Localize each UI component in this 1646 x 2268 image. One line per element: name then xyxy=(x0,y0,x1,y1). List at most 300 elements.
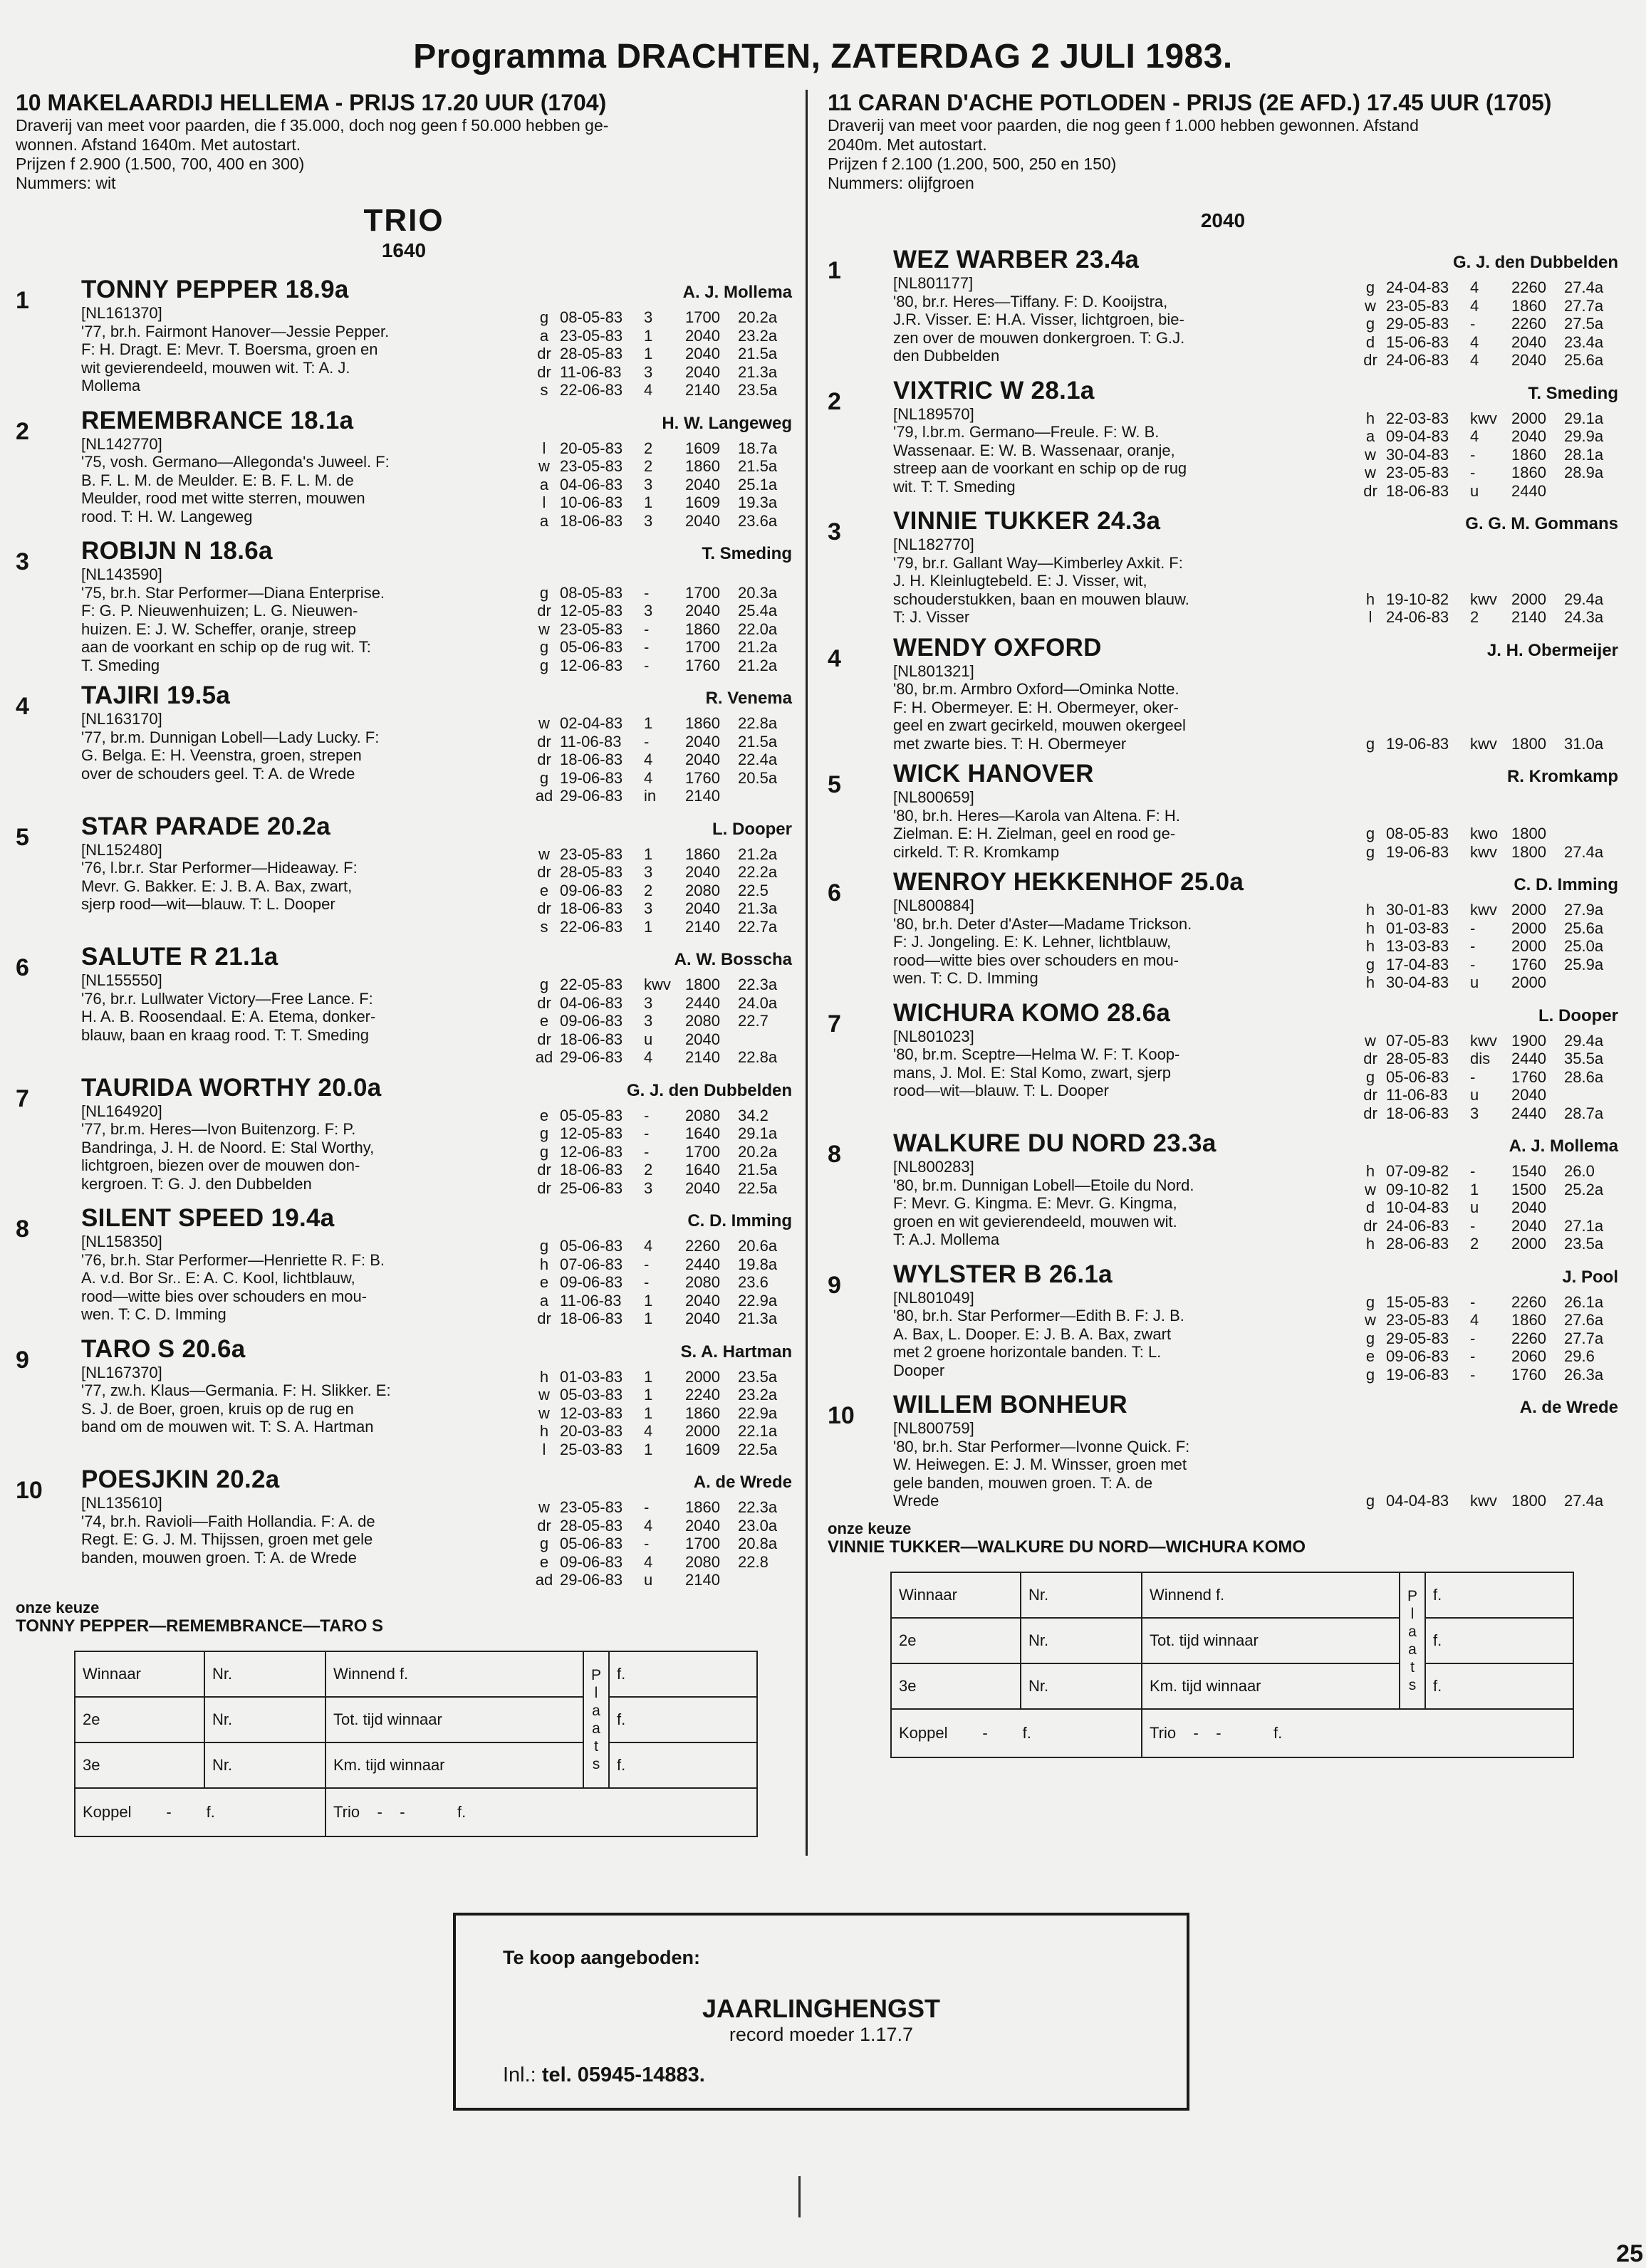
finish-position: - xyxy=(1470,445,1476,464)
track-code: g xyxy=(1365,1292,1375,1311)
race-distance: 1860 xyxy=(685,457,720,475)
race-distance: 1760 xyxy=(1511,1365,1546,1384)
track-code: g xyxy=(1365,734,1375,753)
finish-position: kwv xyxy=(1470,590,1497,608)
km-time: 21.5a xyxy=(738,345,778,362)
horse-description-line: rood—witte bies over schouders en mou- xyxy=(893,951,1179,969)
recent-results xyxy=(528,1107,792,1198)
horse-number: 10 xyxy=(828,1402,855,1429)
race-date: 18-06-83 xyxy=(560,751,623,768)
horse-number: 1 xyxy=(828,257,841,284)
horse-description-line: geel en zwart gecirkeld, mouwen okergeel xyxy=(893,716,1186,734)
horse-description-line: Meulder, rood met witte sterren, mouwen xyxy=(81,489,365,507)
horse-name: POESJKIN 20.2a xyxy=(81,1465,280,1493)
km-time: 27.4a xyxy=(1564,278,1604,296)
race-date: 22-05-83 xyxy=(560,976,623,993)
race-date: 05-06-83 xyxy=(1386,1067,1449,1086)
km-time: 23.6a xyxy=(738,511,778,530)
result-row xyxy=(1355,1311,1618,1329)
horse-description xyxy=(81,710,462,805)
track-code: dr xyxy=(1363,351,1377,369)
result-row xyxy=(528,620,792,639)
page-number: 25 xyxy=(1616,2240,1643,2267)
horse-description xyxy=(81,971,462,1067)
horse-name: WILLEM BONHEUR xyxy=(893,1391,1127,1418)
race-date: 15-05-83 xyxy=(1386,1292,1449,1311)
recent-results xyxy=(528,584,792,675)
race-date: 29-06-83 xyxy=(560,1571,623,1589)
horse-description xyxy=(893,1419,1288,1510)
horse-entry xyxy=(828,1260,1618,1384)
race-date: 29-06-83 xyxy=(560,787,623,805)
recent-results xyxy=(528,1237,792,1328)
km-time xyxy=(1564,482,1618,501)
horse-name: WENDY OXFORD xyxy=(893,633,1102,662)
km-time: 19.8a xyxy=(738,1255,778,1273)
result-row xyxy=(528,1422,792,1441)
horse-description-line: '77, br.m. Dunnigan Lobell—Lady Lucky. F: xyxy=(81,728,380,746)
km-time: 26.3a xyxy=(1564,1365,1604,1384)
horse-number: 1 xyxy=(16,287,29,314)
km-time: 22.3a xyxy=(738,976,778,993)
track-code: g xyxy=(539,1124,549,1142)
horse-number: 6 xyxy=(828,879,841,906)
horse-trainer: A. W. Bosscha xyxy=(674,950,792,969)
plaats-label: P l a a t s xyxy=(1400,1572,1425,1709)
race-distance: 1800 xyxy=(685,976,720,993)
finish-position: - xyxy=(1470,1365,1476,1384)
result-row xyxy=(528,327,792,345)
race-distance: 2260 xyxy=(1511,1329,1546,1347)
horse-name: VINNIE TUKKER 24.3a xyxy=(893,507,1161,535)
horse-description-line: H. A. B. Roosendaal. E: A. Etema, donker- xyxy=(81,1008,376,1025)
track-code: g xyxy=(539,656,549,674)
finish-position: - xyxy=(1470,1162,1476,1180)
km-time: 22.9a xyxy=(738,1291,778,1310)
km-time: 24.0a xyxy=(738,993,778,1012)
result-row xyxy=(528,899,792,918)
race-distance: 2040 xyxy=(685,602,720,620)
recent-results xyxy=(528,714,792,805)
race-date: 23-05-83 xyxy=(1386,1311,1449,1329)
race-info-line: wonnen. Afstand 1640m. Met autostart. xyxy=(16,135,301,154)
race-distance: 2040 xyxy=(1511,1216,1546,1235)
finish-position: 1 xyxy=(644,1440,653,1458)
race-date: 05-06-83 xyxy=(560,1535,623,1552)
track-code: dr xyxy=(537,899,551,917)
km-time: 27.7a xyxy=(1564,1329,1604,1347)
horse-name: TARO S 20.6a xyxy=(81,1334,246,1363)
race-distance: 1700 xyxy=(685,583,720,602)
finish-position: - xyxy=(644,1535,650,1552)
finish-position: - xyxy=(644,1498,650,1516)
race-distance: 2140 xyxy=(685,787,720,805)
race-distance: 2040 xyxy=(1511,1198,1546,1216)
horse-description-line: T: J. Visser xyxy=(893,608,970,626)
result-row xyxy=(528,751,792,769)
horse-trainer: J. H. Obermeijer xyxy=(1486,640,1618,660)
result-row xyxy=(1355,1050,1618,1068)
horse-trainer: T. Smeding xyxy=(702,544,792,563)
horse-description-line: [NL158350] xyxy=(81,1233,162,1250)
finish-position: 1 xyxy=(1470,1180,1479,1198)
race-date: 29-06-83 xyxy=(560,1048,623,1066)
track-code: dr xyxy=(537,602,551,620)
race-distance: 2040 xyxy=(685,1310,720,1327)
km-time: 20.2a xyxy=(738,1142,778,1161)
horse-description-line: [NL189570] xyxy=(893,404,974,423)
horse-description-line: [NL800659] xyxy=(893,788,974,806)
race-distance: 2040 xyxy=(1200,209,1246,231)
track-code: ad xyxy=(535,1571,553,1589)
race-distance: 2000 xyxy=(1511,901,1546,919)
winnaar-label: Winnaar xyxy=(75,1651,204,1697)
horse-number: 8 xyxy=(828,1141,841,1168)
km-time xyxy=(1564,825,1618,843)
finish-position: kwo xyxy=(1470,825,1499,842)
race-distance: 2040 xyxy=(685,863,720,881)
horse-description xyxy=(81,565,462,674)
race-distance: 1860 xyxy=(685,620,720,638)
result-row xyxy=(528,1161,792,1179)
result-row xyxy=(528,512,792,531)
finish-position: 4 xyxy=(644,1516,653,1535)
track-code: w xyxy=(1365,296,1376,315)
finish-position: - xyxy=(644,732,650,751)
race-distance: 2080 xyxy=(685,1273,720,1291)
finish-position: u xyxy=(644,1571,653,1589)
horse-description-line: Bandringa, J. H. de Noord. E: Stal Worthy, xyxy=(81,1138,375,1156)
finish-position: u xyxy=(1470,1086,1479,1104)
horse-description-line: [NL800759] xyxy=(893,1419,974,1437)
track-code: l xyxy=(542,439,546,457)
race-distance: 2000 xyxy=(1511,590,1546,608)
finish-position: u xyxy=(644,1030,653,1048)
finish-position: 1 xyxy=(644,345,653,362)
km-time: 22.8 xyxy=(738,1552,769,1571)
result-row xyxy=(1355,1032,1618,1050)
finish-position: 1 xyxy=(644,1291,653,1310)
recent-results xyxy=(1355,409,1618,501)
km-time: 22.2a xyxy=(738,863,778,881)
race-date: 19-06-83 xyxy=(1386,734,1449,753)
result-row xyxy=(1355,427,1618,446)
plaats-f-3: f. xyxy=(609,1742,757,1788)
result-row xyxy=(1355,446,1618,464)
race-distance: 2440 xyxy=(685,1255,720,1273)
race-distance: 2040 xyxy=(685,1179,720,1197)
finish-position: - xyxy=(1470,1329,1476,1347)
race-date: 23-05-83 xyxy=(560,326,623,345)
horse-number: 5 xyxy=(828,771,841,798)
race-distance: 1640 xyxy=(685,1161,720,1179)
finish-position: 3 xyxy=(644,362,653,381)
race-distance: 2040 xyxy=(1511,1086,1546,1104)
horse-name: WICK HANOVER xyxy=(893,760,1094,788)
horse-description xyxy=(81,435,462,531)
track-code: g xyxy=(539,768,549,787)
result-row xyxy=(1355,590,1618,609)
race-date: 12-06-83 xyxy=(560,1142,623,1161)
finish-position: 1 xyxy=(644,326,653,345)
race-distance: 2440 xyxy=(685,993,720,1012)
km-time: 22.0a xyxy=(738,620,778,638)
plaats-f-1: f. xyxy=(1425,1572,1573,1618)
recent-results xyxy=(1355,1492,1618,1510)
result-row xyxy=(528,1310,792,1328)
track-code: g xyxy=(539,583,549,602)
track-code: h xyxy=(1365,937,1375,955)
track-code: g xyxy=(1365,315,1375,333)
horse-description-line: '80, br.h. Heres—Karola van Altena. F: H. xyxy=(893,806,1180,825)
horse-description-line: zen over de mouwen donkergroen. T: G.J. xyxy=(893,328,1185,347)
result-row xyxy=(1355,1492,1618,1510)
horse-description-line: met zwarte bies. T: H. Obermeyer xyxy=(893,734,1127,753)
race-date: 15-06-83 xyxy=(1386,333,1449,351)
trio-heading: TRIO xyxy=(363,203,444,238)
track-code: w xyxy=(538,620,550,638)
finish-position: 3 xyxy=(1470,1104,1479,1122)
km-time: 29.1a xyxy=(1564,409,1604,427)
track-code: h xyxy=(1365,919,1375,937)
plaats-f-3: f. xyxy=(1425,1663,1573,1709)
horse-trainer: R. Venema xyxy=(705,689,792,708)
km-time xyxy=(1564,1086,1618,1104)
winnend-label: Winnend f. xyxy=(325,1651,583,1697)
horse-entry xyxy=(828,634,1618,753)
track-code: w xyxy=(538,457,550,475)
km-time: 21.2a xyxy=(738,845,778,863)
track-code: dr xyxy=(537,1516,551,1535)
result-row xyxy=(1355,409,1618,428)
race-info-line: Nummers: olijfgroen xyxy=(828,174,974,192)
race-distance: 2440 xyxy=(1511,481,1546,500)
track-code: w xyxy=(1365,464,1376,481)
recent-results xyxy=(1355,278,1618,370)
horse-description-line: '77, br.h. Fairmont Hanover—Jessie Pepper. xyxy=(81,322,390,340)
finish-position: - xyxy=(644,1106,650,1124)
race-date: 30-04-83 xyxy=(1386,973,1449,991)
race-info-line: Prijzen f 2.100 (1.200, 500, 250 en 150) xyxy=(828,155,1117,173)
race-date: 01-03-83 xyxy=(1386,919,1449,937)
horse-entry xyxy=(16,812,792,936)
result-row xyxy=(528,769,792,788)
horse-description-line: G. Belga. E: H. Veenstra, groen, strepen xyxy=(81,746,362,764)
race-distance: 2260 xyxy=(1511,1292,1546,1311)
horse-number: 9 xyxy=(828,1271,841,1299)
track-code: a xyxy=(1365,427,1375,445)
km-time: 34.2 xyxy=(738,1106,769,1124)
horse-description-line: '76, l.br.r. Star Performer—Hideaway. F: xyxy=(81,859,358,877)
horse-name: SILENT SPEED 19.4a xyxy=(81,1204,335,1232)
result-row xyxy=(528,439,792,458)
result-row xyxy=(1355,1293,1618,1312)
finish-position: 4 xyxy=(1470,333,1479,351)
race-date: 30-04-83 xyxy=(1386,445,1449,464)
track-code: dr xyxy=(537,362,551,381)
race-date: 23-05-83 xyxy=(560,457,623,475)
race-distance: 1700 xyxy=(685,308,720,326)
result-row xyxy=(528,1143,792,1161)
finish-position: u xyxy=(1470,481,1479,500)
km-time: 27.4a xyxy=(1564,1492,1604,1510)
finish-position: - xyxy=(644,1124,650,1142)
finish-position: kwv xyxy=(644,976,671,993)
horse-description-line: '77, zw.h. Klaus—Germania. F: H. Slikker. E: xyxy=(81,1381,391,1399)
result-row xyxy=(528,1030,792,1049)
result-row xyxy=(1355,1181,1618,1199)
race-date: 28-05-83 xyxy=(1386,1050,1449,1067)
result-row xyxy=(528,1255,792,1274)
result-row xyxy=(528,1386,792,1404)
race-date: 05-05-83 xyxy=(560,1106,623,1124)
race-title: 10 MAKELAARDIJ HELLEMA - PRIJS 17.20 UUR (1704) xyxy=(16,90,607,115)
track-code: d xyxy=(1365,1198,1375,1216)
horse-number: 2 xyxy=(16,417,29,445)
result-row xyxy=(1355,1329,1618,1348)
track-code: l xyxy=(1368,608,1372,626)
track-code: dr xyxy=(1363,1104,1377,1122)
track-code: ad xyxy=(535,787,553,805)
track-code: dr xyxy=(1363,481,1377,500)
horse-description-line: [NL167370] xyxy=(81,1363,162,1381)
horse-trainer: A. J. Mollema xyxy=(1509,1136,1618,1156)
race-date: 04-06-83 xyxy=(560,475,623,493)
result-row xyxy=(528,345,792,363)
race-date: 09-06-83 xyxy=(560,1273,623,1291)
horse-number: 4 xyxy=(828,644,841,672)
race-date: 24-06-83 xyxy=(1386,608,1449,626)
horse-description-line: Mevr. G. Bakker. E: J. B. A. Bax, zwart, xyxy=(81,877,353,895)
keuze-label: onze keuze xyxy=(16,1598,100,1616)
horse-description-line: B. F. L. M. de Meulder. E: B. F. L. M. de xyxy=(81,471,354,489)
race-distance: 1609 xyxy=(685,439,720,457)
finish-position: - xyxy=(1470,464,1476,481)
result-row xyxy=(528,493,792,512)
result-row xyxy=(528,1498,792,1517)
horse-description-line: streep aan de voorkant en schip op de rug xyxy=(893,459,1187,477)
race-date: 22-06-83 xyxy=(560,381,623,399)
horse-description-line: F: G. P. Nieuwenhuizen; L. G. Nieuwen- xyxy=(81,602,358,620)
finish-position: in xyxy=(644,787,657,805)
recent-results xyxy=(528,976,792,1067)
track-code: g xyxy=(1365,1067,1375,1086)
race-distance: 2260 xyxy=(1511,315,1546,333)
horse-description-line: A. v.d. Bor Sr.. E: A. C. Kool, lichtblauw, xyxy=(81,1269,355,1287)
race-date: 07-06-83 xyxy=(560,1255,623,1273)
track-code: w xyxy=(1365,1311,1376,1329)
horse-description-line: [NL800283] xyxy=(893,1158,974,1176)
km-time: 27.4a xyxy=(1564,842,1604,861)
result-row xyxy=(1355,1198,1618,1217)
horse-description-line: [NL163170] xyxy=(81,710,162,728)
horse-description xyxy=(81,1233,462,1328)
km-time: 29.4a xyxy=(1564,1031,1604,1050)
horse-trainer: S. A. Hartman xyxy=(680,1342,792,1362)
track-code: e xyxy=(539,1273,549,1291)
horse-number: 9 xyxy=(16,1346,29,1374)
horse-description xyxy=(893,788,1288,861)
horse-number: 2 xyxy=(828,387,841,415)
track-code: h xyxy=(1365,973,1375,991)
race-date: 04-04-83 xyxy=(1386,1492,1449,1510)
race-date: 01-03-83 xyxy=(560,1367,623,1386)
finish-position: 3 xyxy=(644,899,653,917)
race-date: 19-10-82 xyxy=(1386,590,1449,608)
nr-label: Nr. xyxy=(204,1742,325,1788)
horse-description-line: T. Smeding xyxy=(81,656,160,674)
horse-description-line: '79, l.br.m. Germano—Freule. F: W. B. xyxy=(893,423,1160,441)
race-date: 24-04-83 xyxy=(1386,278,1449,296)
km-time: 27.6a xyxy=(1564,1311,1604,1329)
horse-description-line: Dooper xyxy=(893,1361,945,1379)
race-date: 23-05-83 xyxy=(560,620,623,638)
horse-description-line: den Dubbelden xyxy=(893,347,1000,365)
race-date: 12-05-83 xyxy=(560,602,623,620)
horse-name: STAR PARADE 20.2a xyxy=(81,812,331,840)
result-row xyxy=(1355,956,1618,974)
km-time: 22.9a xyxy=(738,1404,778,1422)
km-time: 21.2a xyxy=(738,656,778,674)
horse-description-line: Mollema xyxy=(81,377,141,394)
race-distance: 2080 xyxy=(685,1552,720,1571)
track-code: w xyxy=(538,714,550,732)
km-time: 21.2a xyxy=(738,638,778,656)
race-distance: 2000 xyxy=(685,1422,720,1440)
track-code: h xyxy=(1365,409,1375,427)
horse-entry xyxy=(828,868,1618,992)
finish-position: 1 xyxy=(644,1386,653,1404)
race-distance: 2040 xyxy=(1511,351,1546,369)
race-distance: 2040 xyxy=(1511,333,1546,351)
race-date: 04-06-83 xyxy=(560,993,623,1012)
race-distance: 1640 xyxy=(381,239,427,261)
horse-description xyxy=(81,304,462,399)
race-distance: 1609 xyxy=(685,1440,720,1458)
track-code: l xyxy=(542,493,546,511)
finish-position: kwv xyxy=(1470,409,1497,427)
horse-description xyxy=(81,1494,462,1589)
track-code: dr xyxy=(537,863,551,881)
result-row xyxy=(528,1048,792,1067)
track-code: w xyxy=(1365,445,1376,464)
finish-position: kwv xyxy=(1470,1031,1497,1050)
finish-position: kwv xyxy=(1470,734,1497,753)
race-distance: 2040 xyxy=(1511,427,1546,445)
finish-position: dis xyxy=(1470,1050,1491,1067)
km-time: 25.2a xyxy=(1564,1180,1604,1198)
result-row xyxy=(1355,464,1618,482)
horse-name: WALKURE DU NORD 23.3a xyxy=(893,1129,1217,1157)
track-code: dr xyxy=(1363,1086,1377,1104)
horse-trainer: T. Smeding xyxy=(1528,383,1618,403)
recent-results xyxy=(528,439,792,531)
km-time: 28.9a xyxy=(1564,464,1604,481)
horse-trainer: A. de Wrede xyxy=(1519,1398,1618,1417)
horse-description xyxy=(893,662,1288,753)
race-distance: 1700 xyxy=(685,638,720,656)
horse-description-line: schouderstukken, baan en mouwen blauw. xyxy=(893,590,1189,608)
track-code: dr xyxy=(537,751,551,768)
winnend-label: Winnend f. xyxy=(1142,1572,1400,1618)
race-column-right xyxy=(828,90,1618,1758)
track-code: w xyxy=(538,1498,550,1516)
km-time: 22.7 xyxy=(738,1012,769,1030)
finish-position: 4 xyxy=(644,381,653,399)
race-column-left xyxy=(16,90,792,1837)
nr-label: Nr. xyxy=(1021,1618,1142,1663)
horse-description-line: A. Bax, L. Dooper. E: J. B. A. Bax, zwart xyxy=(893,1324,1172,1343)
